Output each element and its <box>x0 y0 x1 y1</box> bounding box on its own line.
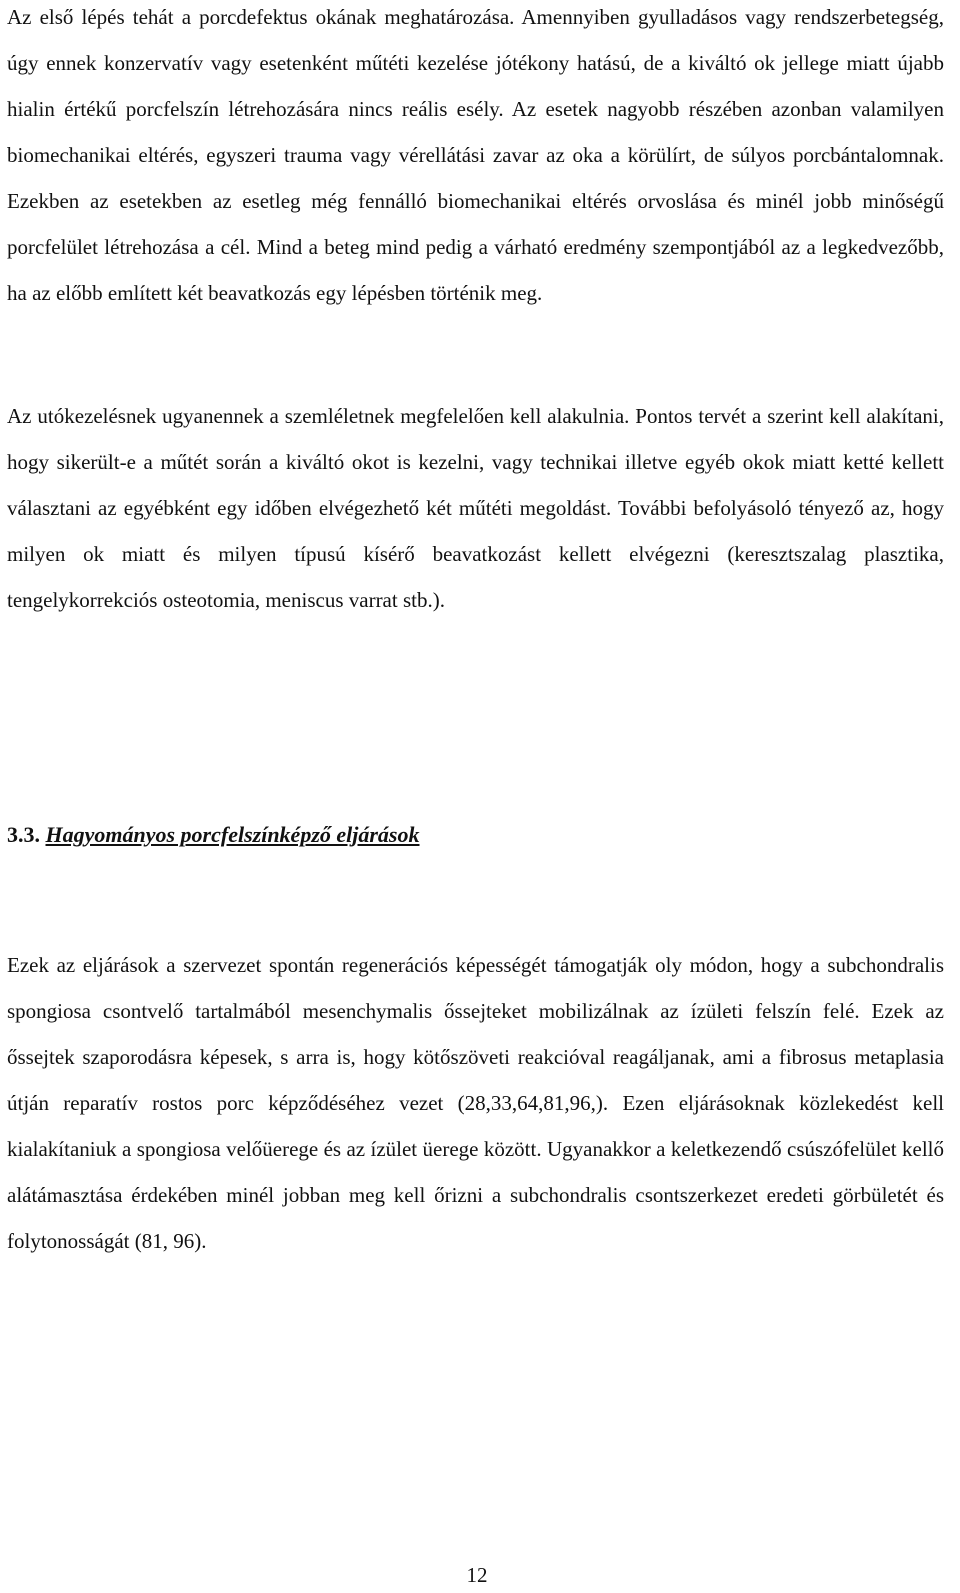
section-title: Hagyományos porcfelszínképző eljárások <box>45 822 420 847</box>
paragraph-aftercare: Az utókezelésnek ugyanennek a szemléletnek megfelelően kell alakulnia. Pontos tervét a szerint kell alakítani, hogy sikerült-e a műtét során a kiváltó okot is kezelni, vagy technikai illetve egyéb okok miatt ketté kellett választani az egyébként egy időben elvégezhető két műtéti megoldást. További befolyásoló tényező az, hogy milyen ok miatt és milyen típusú kísérő beavatkozást kellett elvégezni (keresztszalag plasztika, tengelykorrekciós osteotomia, meniscus varrat stb.). <box>7 404 944 612</box>
section-heading <box>7 812 420 858</box>
page-number: 12 <box>466 1563 488 1587</box>
paragraph-defect-cause: Az első lépés tehát a porcdefektus okának meghatározása. Amennyiben gyulladásos vagy rendszerbetegség, úgy ennek konzervatív vagy esetenként műtéti kezelése jótékony hatású, de a kiváltó ok jellege miatt újabb hialin értékű porcfelszín létrehozására nincs reális esély. Az esetek nagyobb részében azonban valamilyen biomechanikai eltérés, egyszeri trauma vagy vérellátási zavar az oka a körülírt, de súlyos porcbántalomnak. Ezekben az esetekben az esetleg még fennálló biomechanikai eltérés orvoslása és minél jobb minőségű porcfelület létrehozása a cél. Mind a beteg mind pedig a várható eredmény szempontjából az a legkedvezőbb, ha az előbb említett két beavatkozás egy lépésben történik meg. <box>7 5 944 305</box>
section-number: 3.3. <box>7 822 40 847</box>
document-page <box>7 0 944 1593</box>
paragraph-procedures: Ezek az eljárások a szervezet spontán regenerációs képességét támogatják oly módon, hogy a subchondralis spongiosa csontvelő tartalmából mesenchymalis őssejteket mobilizálnak az ízületi felszín felé. Ezek az őssejtek szaporodásra képesek, s arra is, hogy kötőszöveti reakcióval reagáljanak, ami a fibrosus metaplasia útján reparatív rostos porc képződéséhez vezet (28,33,64,81,96,). Ezen eljárásoknak közlekedést kell kialakítaniuk a spongiosa velőüerege és az ízület üerege között. Ugyanakkor a keletkezendő csúszófelület kellő alátámasztása érdekében minél jobban meg kell őrizni a subchondralis csontszerkezet eredeti görbületét és folytonosságát (81, 96). <box>7 953 944 1253</box>
